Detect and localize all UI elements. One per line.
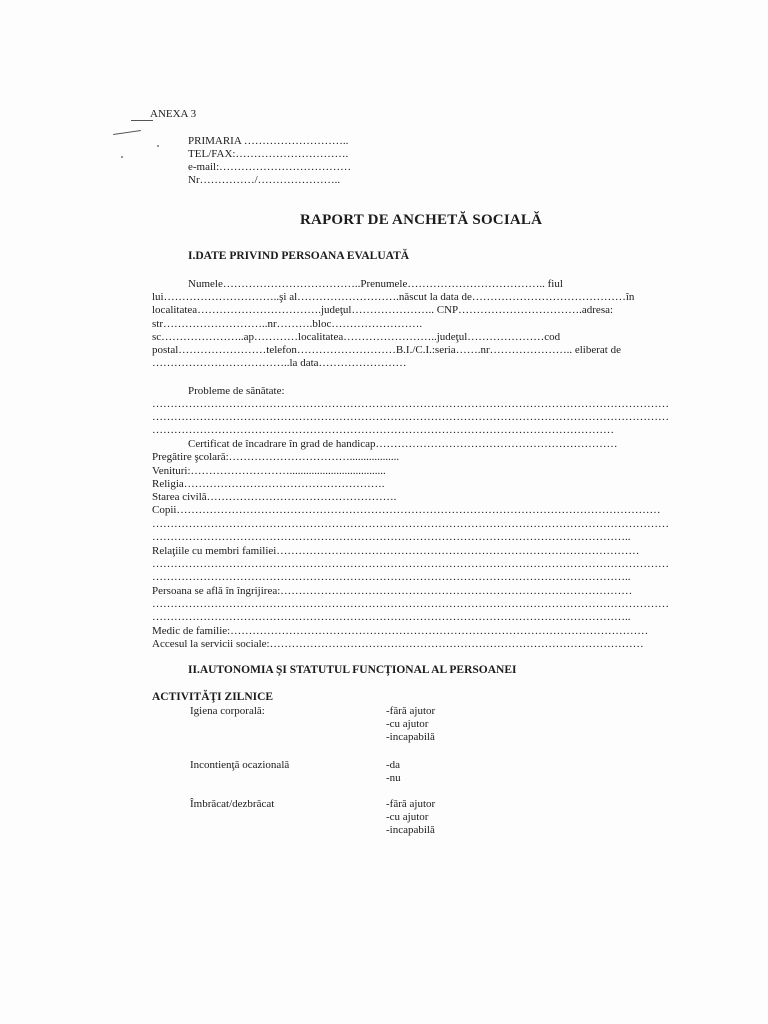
activity-option: -nu xyxy=(386,772,401,784)
field-line: …………………………………………………………………………………………………………………………… xyxy=(152,558,669,570)
activity-option: -incapabilă xyxy=(386,731,435,743)
activity-option: -incapabilă xyxy=(386,824,435,836)
activity-option: -cu ajutor xyxy=(386,718,429,730)
field-line: Venituri:………………………................................... xyxy=(152,465,386,477)
scan-mark-dot xyxy=(121,156,123,158)
activity-option: -da xyxy=(386,759,401,771)
health-line: ……………………………………………………………………………………………………………… xyxy=(152,424,614,436)
health-line: …………………………………………………………………………………………………………………………… xyxy=(152,398,669,410)
scan-mark-stroke xyxy=(113,130,141,135)
form-line: postal……………………telefon………………………B.I./C.I.:seria…….nr………………….. eliberat de xyxy=(152,344,621,356)
section-heading: II.AUTONOMIA ŞI STATUTUL FUNCŢIONAL AL PERSOANEI xyxy=(188,664,517,676)
field-line: Persoana se află în îngrijirea:…………………………………………………………………………………… xyxy=(152,585,633,597)
section-heading: I.DATE PRIVIND PERSOANA EVALUATĂ xyxy=(188,250,410,262)
form-line: lui…………………………..şi al……………………….născut la data de……………………………………în xyxy=(152,291,635,303)
field-line: …………………………………………………………………………………………………………………………… xyxy=(152,598,669,610)
email-line: e-mail:……………………………… xyxy=(188,161,352,173)
activity-label: Îmbrăcat/dezbrăcat xyxy=(190,798,275,810)
activity-option: -fără ajutor xyxy=(386,798,436,810)
field-line: Relaţiile cu membri familiei……………………………………………………………………………………… xyxy=(152,545,640,557)
health-line: …………………………………………………………………………………………………………………………… xyxy=(152,411,669,423)
form-line: sc…………………..ap…………localitatea……………………..judeţul…………………cod xyxy=(152,331,561,343)
form-line: ………………………………..la data…………………… xyxy=(152,357,407,369)
form-line: str………………………..nr……….bloc……………………. xyxy=(152,318,423,330)
scan-mark-dot xyxy=(157,145,159,147)
health-label: Probleme de sănătate: xyxy=(188,385,285,397)
annex-label: ANEXA 3 xyxy=(150,108,197,120)
activity-label: Incontienţă ocazională xyxy=(190,759,290,771)
field-line: …………………………………………………………………………………………………………………………… xyxy=(152,518,669,530)
field-line: Accesul la servicii sociale:………………………………………………………………………………………… xyxy=(152,638,644,650)
activity-option: -fără ajutor xyxy=(386,705,436,717)
telfax-line: TEL/FAX:…………………………. xyxy=(188,148,349,160)
field-line: Copii…………………………………………………………………………………………………………………… xyxy=(152,504,661,516)
form-line: Numele………………………………..Prenumele……………………………….. fiul xyxy=(188,278,563,290)
activity-label: Igiena corporală: xyxy=(190,705,265,717)
certificate-line: Certificat de încadrare în grad de handicap………………………………………………………… xyxy=(188,438,618,450)
field-line: Pregătire şcolară:…………………………….................. xyxy=(152,451,400,463)
page-title: RAPORT DE ANCHETĂ SOCIALĂ xyxy=(300,212,543,228)
field-line: ………………………………………………………………………………………………………………….. xyxy=(152,611,631,623)
field-line: Starea civilă……………………………………………. xyxy=(152,491,397,503)
activity-option: -cu ajutor xyxy=(386,811,429,823)
field-line: ………………………………………………………………………………………………………………….. xyxy=(152,531,631,543)
primaria-line: PRIMARIA ……………………….. xyxy=(188,135,349,147)
field-line: Medic de familie:…………………………………………………………………………………………………… xyxy=(152,625,649,637)
subsection-heading: ACTIVITĂŢI ZILNICE xyxy=(152,691,274,703)
field-line: ………………………………………………………………………………………………………………….. xyxy=(152,571,631,583)
field-line: Religia………………………………………………. xyxy=(152,478,385,490)
nr-line: Nr……………/………………….. xyxy=(188,174,341,186)
form-line: localitatea…………………………….judeţul………………….. CNP…………………………….adresa: xyxy=(152,304,614,316)
